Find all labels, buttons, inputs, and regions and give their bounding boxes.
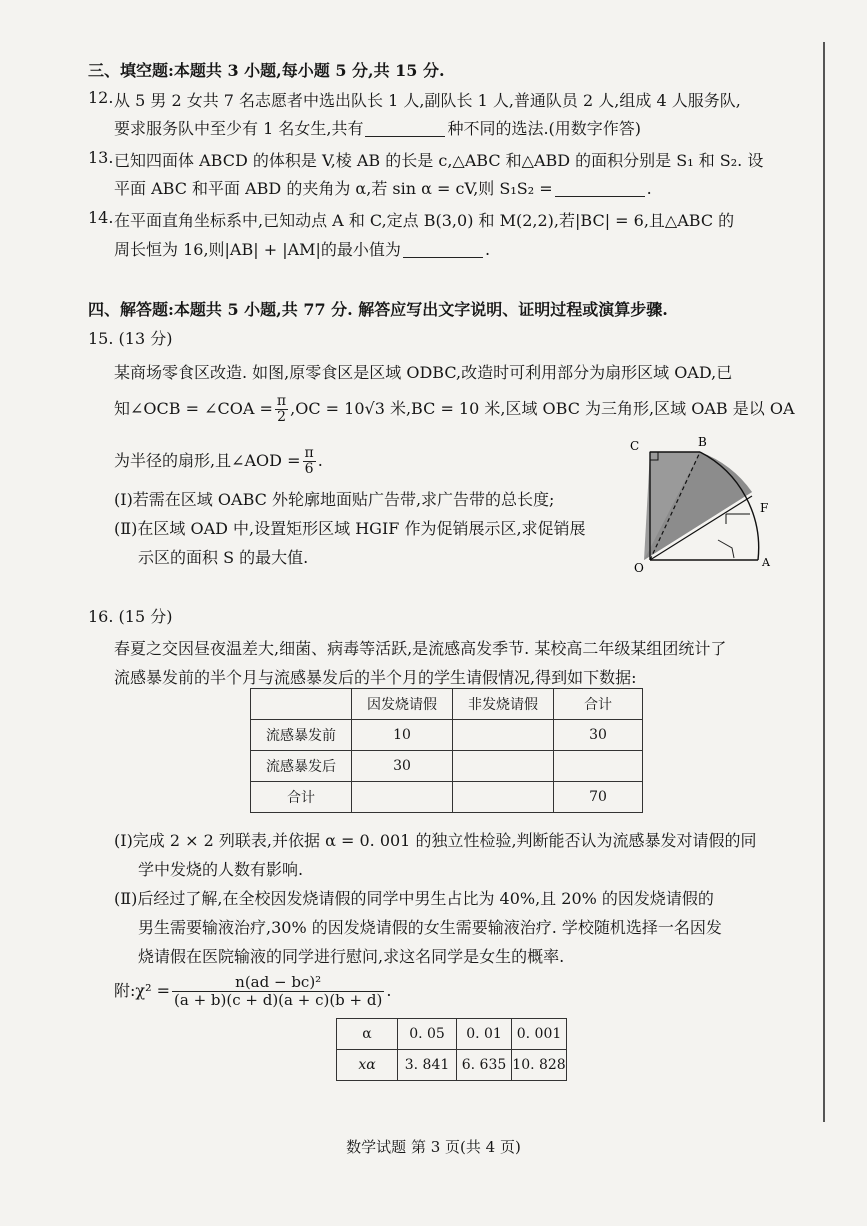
- q12-line2: [114, 116, 641, 139]
- figure-label-b: B: [698, 435, 707, 449]
- table-header-row: [251, 689, 643, 720]
- q16-line2: 流感暴发前的半个月与流感暴发后的半个月的学生请假情况,得到如下数据:: [114, 668, 637, 687]
- q15-line3a: 为半径的扇形,且∠AOD =: [114, 451, 301, 470]
- q15-frac-pi-over-6: $\frac{\pi}{6}$: [304, 445, 314, 477]
- table-row: [251, 751, 643, 782]
- table-cell: 10: [352, 720, 453, 751]
- figure-label-a: A: [762, 556, 770, 569]
- figure-label-o: O: [634, 561, 644, 575]
- q15-line2a: 知∠OCB = ∠COA =: [114, 399, 273, 418]
- q14-line2a: 周长恒为 16,则|AB| + |AM|的最小值为: [114, 240, 401, 259]
- table-cell: 流感暴发后: [251, 751, 352, 782]
- critical-value-table: [336, 1018, 567, 1081]
- table-row: [337, 1019, 567, 1050]
- q16-part2-line1: (Ⅱ)后经过了解,在全校因发烧请假的同学中男生占比为 40%,且 20% 的因发烧请假的: [114, 889, 714, 908]
- formula-denominator: (a + b)(c + d)(a + c)(b + d): [174, 991, 383, 1009]
- table-cell: xα: [337, 1050, 398, 1081]
- q12-line2a: 要求服务队中至少有 1 名女生,共有: [114, 119, 364, 138]
- table-cell: 30: [554, 720, 643, 751]
- q16-part1-line1: (Ⅰ)完成 2 × 2 列联表,并依据 α = 0. 001 的独立性检验,判断能否认为流感暴发对请假的同: [114, 831, 757, 850]
- table-cell: α: [337, 1019, 398, 1050]
- table-cell: 0. 01: [457, 1019, 512, 1050]
- table-cell: 0. 001: [512, 1019, 567, 1050]
- table-cell: 非发烧请假: [453, 689, 554, 720]
- table-cell: 合计: [251, 782, 352, 813]
- q14-answer-blank[interactable]: [403, 241, 483, 258]
- q13-line2a: 平面 ABC 和平面 ABD 的夹角为 α,若 sin α = cV,则 S₁S₂ =: [114, 179, 553, 198]
- page-footer: 数学试题 第 3 页(共 4 页): [346, 1138, 521, 1156]
- table-cell: [352, 782, 453, 813]
- table-cell: 30: [352, 751, 453, 782]
- table-row: [251, 782, 643, 813]
- q14-line2: [114, 237, 490, 260]
- table-cell: [453, 751, 554, 782]
- q15-line2b: ,OC = 10√3 米,BC = 10 米,区域 OBC 为三角形,区域 OAB 是以 OA: [290, 399, 795, 418]
- q13-line2b: .: [646, 179, 652, 198]
- q13-line1: 已知四面体 ABCD 的体积是 V,棱 AB 的长是 c,△ABC 和△ABD 的面积分别是 S₁ 和 S₂. 设: [114, 151, 764, 170]
- q15-line3: [114, 446, 323, 477]
- q15-line2: [114, 394, 795, 425]
- table-row: [251, 720, 643, 751]
- q13-answer-blank[interactable]: [555, 180, 645, 197]
- contingency-table: [250, 688, 643, 813]
- q12-line1: 从 5 男 2 女共 7 名志愿者中选出队长 1 人,副队长 1 人,普通队员 2 人,组成 4 人服务队,: [114, 91, 741, 110]
- q15-part2-line2: 示区的面积 S 的最大值.: [138, 548, 309, 567]
- q15-line3b: .: [317, 451, 323, 470]
- figure-label-c: C: [630, 439, 640, 453]
- table-cell: [453, 720, 554, 751]
- q14-line2b: .: [484, 240, 491, 259]
- formula-numerator: n(ad − bc)²: [172, 974, 384, 992]
- formula-suffix: .: [386, 981, 392, 1000]
- table-cell: 0. 05: [398, 1019, 457, 1050]
- table-cell: [554, 751, 643, 782]
- formula-fraction: [172, 974, 384, 1009]
- chi-square-formula: [114, 974, 391, 1009]
- q16-number: 16. (15 分): [88, 607, 173, 626]
- section3-title: 三、填空题:本题共 3 小题,每小题 5 分,共 15 分.: [88, 61, 445, 80]
- q12-line2b: 种不同的选法.(用数字作答): [447, 119, 642, 138]
- table-cell: 因发烧请假: [352, 689, 453, 720]
- q12-number: 12.: [88, 88, 114, 107]
- table-cell: [251, 689, 352, 720]
- figure-label-f: F: [760, 501, 769, 515]
- q15-figure: [622, 432, 792, 582]
- q16-part2-line2: 男生需要输液治疗,30% 的因发烧请假的女生需要输液治疗. 学校随机选择一名因发: [138, 918, 722, 937]
- q16-line1: 春夏之交因昼夜温差大,细菌、病毒等活跃,是流感高发季节. 某校高二年级某组团统计了: [114, 639, 727, 658]
- table-row: [337, 1050, 567, 1081]
- q13-number: 13.: [88, 148, 114, 167]
- q12-answer-blank[interactable]: [365, 120, 445, 137]
- table-cell: 6. 635: [457, 1050, 512, 1081]
- table-cell: 合计: [554, 689, 643, 720]
- q14-line1: 在平面直角坐标系中,已知动点 A 和 C,定点 B(3,0) 和 M(2,2),若|BC| = 6,且△ABC 的: [114, 211, 735, 230]
- q15-frac-pi-over-2: $\frac{\pi}{2}$: [276, 393, 287, 425]
- page-edge-line: [823, 42, 825, 1122]
- figure-scribble: [718, 540, 734, 558]
- q16-part2-line3: 烧请假在医院输液的同学进行慰问,求这名同学是女生的概率.: [138, 947, 565, 966]
- q13-line2: [114, 176, 652, 199]
- table-cell: 10. 828: [512, 1050, 567, 1081]
- formula-prefix: 附:χ² =: [114, 981, 170, 1000]
- table-cell: 3. 841: [398, 1050, 457, 1081]
- q16-part1-line2: 学中发烧的人数有影响.: [138, 860, 304, 879]
- table-cell: [453, 782, 554, 813]
- q14-number: 14.: [88, 208, 114, 227]
- table-cell: 70: [554, 782, 643, 813]
- q15-part1: (Ⅰ)若需在区域 OABC 外轮廓地面贴广告带,求广告带的总长度;: [114, 490, 555, 509]
- table-cell: 流感暴发前: [251, 720, 352, 751]
- q15-part2-line1: (Ⅱ)在区域 OAD 中,设置矩形区域 HGIF 作为促销展示区,求促销展: [114, 519, 586, 538]
- q15-line1: 某商场零食区改造. 如图,原零食区是区域 ODBC,改造时可利用部分为扇形区域 OAD,已: [114, 363, 733, 382]
- section4-title: 四、解答题:本题共 5 小题,共 77 分. 解答应写出文字说明、证明过程或演算步骤.: [88, 300, 668, 319]
- q15-number: 15. (13 分): [88, 329, 173, 348]
